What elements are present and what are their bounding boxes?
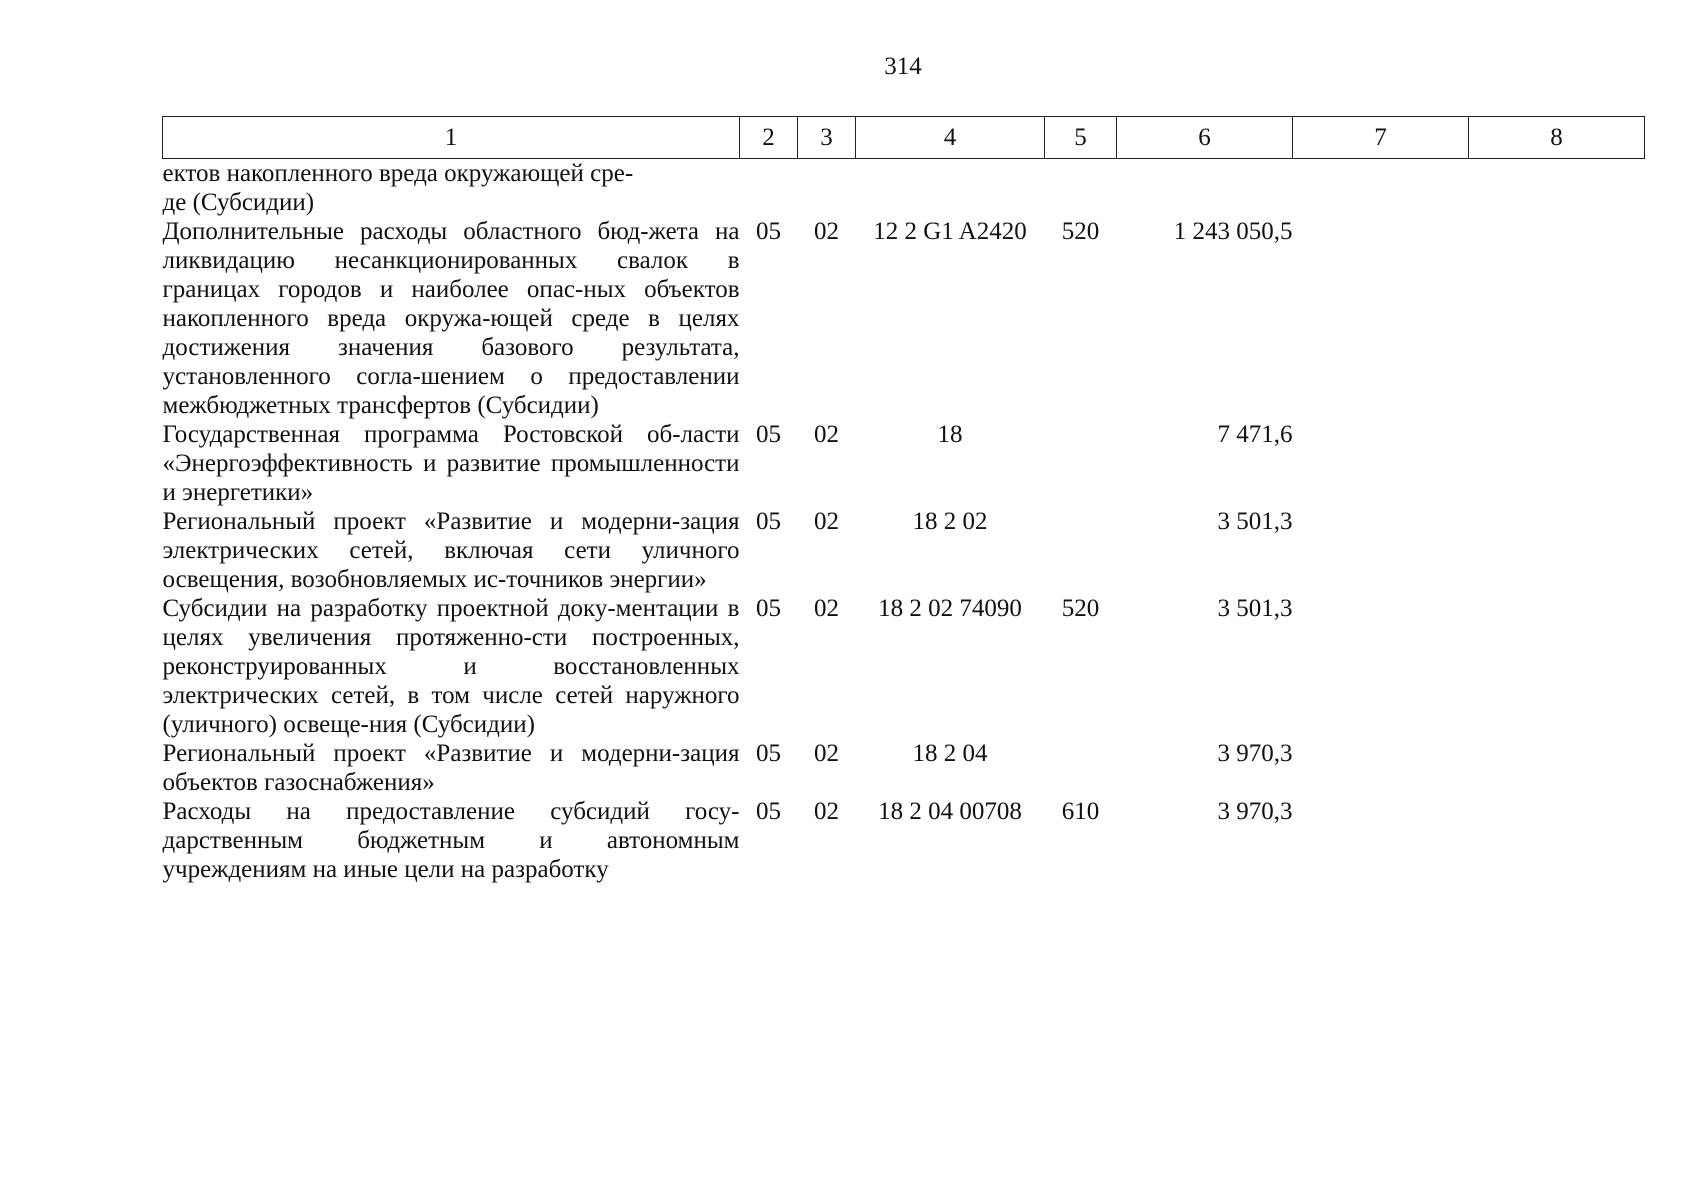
cell-subsection: 02: [814, 595, 839, 622]
row-description: [163, 159, 740, 218]
cell-amount: [1117, 159, 1293, 218]
cell-target-code: 18 2 02: [912, 508, 988, 535]
cell-section: 05: [756, 740, 781, 767]
cell-target-code: 18 2 04: [912, 740, 988, 767]
row-description-text: ектов накопленного вреда окружающей сре- де (Субсидии): [162, 160, 634, 216]
header-row: [163, 117, 1645, 159]
cell-subsection: [798, 159, 856, 218]
table-row: [163, 217, 1645, 420]
row-description: Субсидии на разработку проектной доку-ментации в целях увеличения протяженно-сти построенных, реконструированных и восстановленных электрических сетей, в том числе сетей наружного (уличного) освеще-ния (Субсидии): [162, 595, 740, 738]
row-description: Расходы на предоставление субсидий госу-дарственным бюджетным и автономным учреждениям на иные цели на разработку: [162, 798, 740, 883]
cell-target-code: 12 2 G1 A2420: [873, 218, 1027, 245]
header-col-6: 6: [1117, 117, 1293, 159]
cell-subsection: 02: [814, 421, 839, 448]
cell-col-8: [1469, 507, 1645, 594]
cell-amount: 1 243 050,5: [1173, 218, 1293, 245]
cell-expense-type: 520: [1061, 218, 1100, 245]
cell-expense-type: [1045, 159, 1117, 218]
cell-section: [740, 159, 798, 218]
cell-section: 05: [756, 595, 781, 622]
cell-col-7: [1293, 797, 1469, 884]
cell-amount: 3 501,3: [1217, 595, 1293, 622]
cell-col-7: [1293, 217, 1469, 420]
cell-expense-type: 520: [1061, 595, 1100, 622]
header-col-7: 7: [1293, 117, 1469, 159]
cell-col-7: [1293, 420, 1469, 507]
cell-target-code: 18 2 02 74090: [878, 595, 1022, 622]
table-row: [163, 159, 1645, 218]
cell-expense-type: [1045, 739, 1117, 797]
cell-col-8: [1469, 420, 1645, 507]
cell-expense-type: 610: [1061, 798, 1100, 825]
cell-subsection: 02: [814, 740, 839, 767]
header-col-3: 3: [798, 117, 856, 159]
header-col-2: 2: [740, 117, 798, 159]
cell-target-code: 18: [937, 421, 963, 448]
cell-amount: 3 970,3: [1217, 798, 1293, 825]
budget-table: [162, 116, 1645, 884]
cell-col-7: [1293, 594, 1469, 739]
cell-expense-type: [1045, 420, 1117, 507]
row-description: Государственная программа Ростовской об-ласти «Энергоэффективность и развитие промышленности и энергетики»: [162, 421, 740, 506]
cell-col-8: [1469, 159, 1645, 218]
cell-expense-type: [1045, 507, 1117, 594]
cell-section: 05: [756, 508, 781, 535]
cell-section: 05: [756, 421, 781, 448]
cell-col-7: [1293, 739, 1469, 797]
cell-amount: 7 471,6: [1217, 421, 1293, 448]
cell-col-8: [1469, 217, 1645, 420]
cell-amount: 3 970,3: [1217, 740, 1293, 767]
cell-col-7: [1293, 159, 1469, 218]
table-row: [163, 507, 1645, 594]
cell-col-7: [1293, 507, 1469, 594]
table-row: [163, 739, 1645, 797]
cell-col-8: [1469, 797, 1645, 884]
cell-section: 05: [756, 798, 781, 825]
table-row: [163, 797, 1645, 884]
cell-target-code: [856, 159, 1045, 218]
cell-subsection: 02: [814, 218, 839, 245]
header-col-5: 5: [1045, 117, 1117, 159]
table-row: [163, 594, 1645, 739]
header-col-8: 8: [1469, 117, 1645, 159]
cell-target-code: 18 2 04 00708: [878, 798, 1022, 825]
header-col-1: 1: [163, 117, 740, 159]
row-description: Дополнительные расходы областного бюд-жета на ликвидацию несанкционированных свалок в границах городов и наиболее опас-ных объектов накопленного вреда окружа-ющей среде в целях достижения значения базового результата, установленного согла-шением о предоставлении межбюджетных трансфертов (Субсидии): [162, 218, 740, 419]
header-col-4: 4: [856, 117, 1045, 159]
cell-section: 05: [756, 218, 781, 245]
table-row: [163, 420, 1645, 507]
row-description: Региональный проект «Развитие и модерни-зация объектов газоснабжения»: [162, 740, 740, 796]
cell-amount: 3 501,3: [1217, 508, 1293, 535]
cell-subsection: 02: [814, 508, 839, 535]
cell-col-8: [1469, 739, 1645, 797]
cell-subsection: 02: [814, 798, 839, 825]
page-number: 314: [884, 53, 922, 80]
row-description: Региональный проект «Развитие и модерни-зация электрических сетей, включая сети уличного освещения, возобновляемых ис-точников энергии»: [162, 508, 740, 593]
cell-col-8: [1469, 594, 1645, 739]
